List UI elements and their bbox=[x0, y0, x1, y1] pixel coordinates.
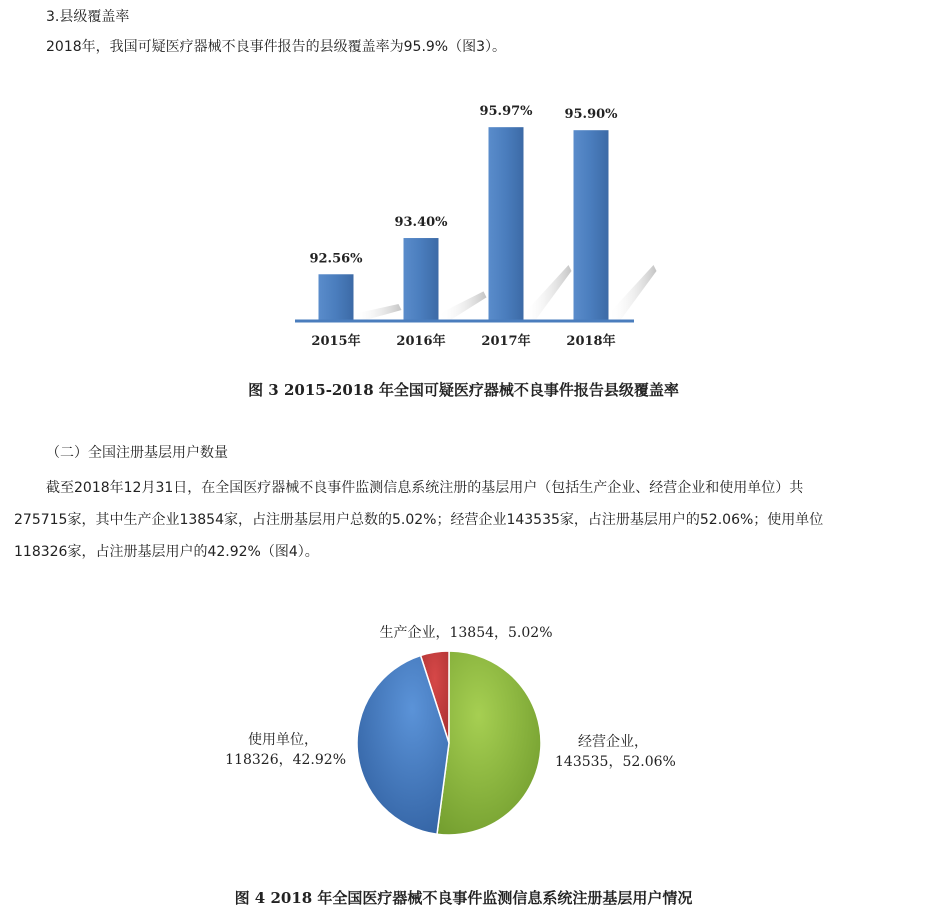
bar-1 bbox=[319, 274, 354, 320]
pie-slices bbox=[357, 651, 541, 835]
bar-value-labels bbox=[309, 104, 618, 266]
pie-label-production: 生产企业，13854，5.02% bbox=[379, 625, 553, 641]
bar-value-label: 92.56% bbox=[309, 251, 363, 267]
bar-shadow bbox=[354, 304, 402, 320]
bar-category-labels bbox=[311, 333, 615, 349]
pie-label-users-line2: 118326，42.92% bbox=[225, 752, 346, 768]
bar-value-label: 95.90% bbox=[564, 107, 618, 123]
bar-category-label: 2017年 bbox=[481, 334, 531, 349]
pie-label-distribution-line2: 143535，52.06% bbox=[555, 754, 676, 770]
users-pie-chart bbox=[0, 600, 927, 860]
users-paragraph-line-1: 截至2018年12月31日，在全国医疗器械不良事件监测信息系统注册的基层用户（包括生产企业、经营企业和使用单位）共 bbox=[46, 480, 804, 496]
figure4-caption: 图 4 2018 年全国医疗器械不良事件监测信息系统注册基层用户情况 bbox=[234, 889, 693, 907]
coverage-paragraph: 2018年，我国可疑医疗器械不良事件报告的县级覆盖率为95.9%（图3）。 bbox=[46, 39, 507, 55]
pie-slice-经营企业 bbox=[437, 651, 541, 835]
bar-category-label: 2015年 bbox=[311, 334, 361, 349]
bars bbox=[319, 127, 609, 320]
users-paragraph-line-2: 275715家，其中生产企业13854家，占注册基层用户总数的5.02%；经营企业143535家，占注册基层用户的52.06%；使用单位 bbox=[14, 512, 824, 528]
bar-3 bbox=[489, 127, 524, 320]
users-paragraph-line-3: 118326家，占注册基层用户的42.92%（图4）。 bbox=[14, 544, 319, 560]
bar-shadow bbox=[439, 291, 487, 320]
pie-label-users-line1: 使用单位， bbox=[248, 732, 318, 748]
bar-category-label: 2018年 bbox=[566, 334, 616, 349]
section-heading-coverage: 3.县级覆盖率 bbox=[46, 9, 130, 25]
pie-label-distribution-line1: 经营企业， bbox=[578, 734, 648, 750]
bar-value-label: 95.97% bbox=[479, 104, 533, 120]
bar-category-label: 2016年 bbox=[396, 334, 446, 349]
coverage-bar-chart bbox=[0, 0, 927, 370]
bar-4 bbox=[574, 130, 609, 320]
section-heading-users: （二）全国注册基层用户数量 bbox=[46, 445, 228, 461]
bar-2 bbox=[404, 238, 439, 320]
bar-value-label: 93.40% bbox=[394, 215, 448, 231]
figure3-caption: 图 3 2015-2018 年全国可疑医疗器械不良事件报告县级覆盖率 bbox=[248, 381, 679, 399]
bar-shadow bbox=[524, 265, 572, 320]
bar-shadow bbox=[609, 265, 657, 320]
